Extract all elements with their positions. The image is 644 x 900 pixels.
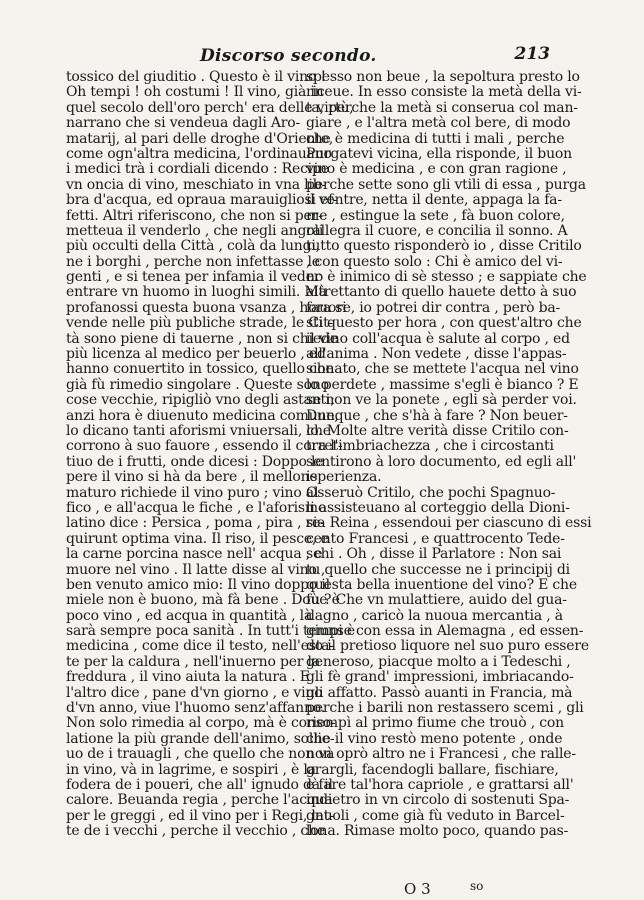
text-line: genti , e si tenea per infamia il veder [66,269,321,286]
text-line: Dunque , che s'hà à fare ? Non beuer- [306,407,568,424]
text-line: che il vino restò meno potente , onde [306,730,563,747]
text-line: te de i vecchi , perche il vecchio , che [66,823,325,840]
text-line: all'anima . Non vedete , disse l'appas- [306,346,567,363]
text-line: metteua il venderlo , che negli angoli [66,222,324,239]
text-line: medicina , come dice il testo, nell'esta- [66,638,334,655]
text-line: latione la più grande dell'animo, sollie- [66,730,335,747]
text-line: sia Reina , essendoui per ciascuno di essi [306,515,592,532]
text-line: sionato, che se mettete l'acqua nel vino [306,361,579,378]
text-line: profanossi questa buona vsanza , hora si [66,299,347,316]
text-line: Non solo rimedia al corpo, mà è conso- [66,715,336,732]
text-line: giare , e l'altra metà col bere, di modo [306,115,571,132]
text-line: ta, perche la metà si conserua col man- [306,99,578,116]
text-line: generoso, piacque molto a i Tedeschi , [306,653,571,670]
text-line: lo perdete , massime s'egli è bianco ? E [306,376,579,393]
text-line: il ventre, netta il dente, appaga la fa- [306,192,562,209]
text-line: fodera de i poueri, che all' ignudo dà il [66,776,333,793]
text-line: giunse con essa in Alemagna , ed essen- [306,623,584,640]
text-line: ne i borghi , perche non infettasse le [66,253,320,270]
page-number: 213 [514,44,550,64]
text-line: quel secolo dell'oro perch' era delle virtù, [66,99,354,116]
text-line: più occulti della Città , colà da lungi, [66,238,320,255]
text-line: uo de i trauagli , che quello che non và [66,746,335,763]
text-line: se non ve la ponete , egli sà perder voi. [306,392,577,409]
right-column [306,69,592,840]
text-line: sarà sempre poca sanità . In tutt'i tempi è [66,623,355,640]
running-title: Discorso secondo. [200,46,377,66]
text-line: rallegra il cuore, e concilia il sonno. A [306,222,568,239]
text-line: matarij, al pari delle droghe d'Oriente, [66,130,334,147]
text-line: isperienza. [306,469,382,486]
text-line: fico , e all'acqua le fiche , e l'aforismo [66,499,327,516]
text-line: lona. Rimase molto poco, quando pas- [306,823,569,840]
catchword: so [470,879,484,893]
text-line: bra d'acqua, ed opraua marauigliosi ef- [66,192,338,209]
text-line: e fare tal'hora capriole , e grattarsi all' [306,776,574,793]
text-line: entrare vn huomo in luoghi simili. Mà [66,284,327,301]
text-line: narrano che si vendeua dagli Aro- [66,115,301,132]
left-column [66,69,355,840]
text-line: già fù rimedio singolare . Queste sono [66,376,329,393]
text-line: li assisteuano al corteggio della Dioni- [306,499,570,516]
text-line: no è inimico di sè stesso ; e sappiate che [306,269,587,286]
text-line: i medici trà i cordiali dicendo : Recipe [66,161,329,178]
text-line: muore nel vino . Il latte disse al vino , [66,561,326,578]
text-line: in vino, và in lagrime, e sospiri , è la [66,761,316,778]
text-line: Purgatevi vicina, ella risponde, il buon [306,145,572,162]
text-line: me , estingue la sete , fà buon colore, [306,207,565,224]
text-line: corrono à suo fauore , essendo il corret- [66,438,343,455]
text-line: tutto questo risponderò io , disse Critilo [306,238,582,255]
text-line: non oprò altro ne i Francesi , che ralle- [306,746,576,763]
text-line: gli fè grand' impressioni, imbriacando- [306,669,574,686]
text-line: cento Francesi , e quattrocento Tede- [306,530,565,547]
text-line: dagno , caricò la nuoua mercantia , à [306,607,563,624]
text-line: più licenza al medico per beuerlo , ed [66,346,326,363]
text-line: l'altro dice , pane d'vn giorno , e vino [66,684,323,701]
text-line: d'vn anno, viue l'huomo senz'affanno. [66,700,326,717]
text-line: hanno conuertito in tossico, quello che [66,361,334,378]
text-line: tra l'imbriachezza , che i circostanti [306,438,554,455]
text-line: sentirono à loro documento, ed egli all' [306,453,577,470]
text-line: perche i barili non restassero scemi , gli [306,700,584,717]
text-line: vino è medicina , e con gran ragione , [306,161,567,178]
text-line: fetti. Altri riferiscono, che non si per- [66,207,323,224]
page-header [120,44,550,72]
text-line: Osseruò Critilo, che pochi Spagnuo- [306,484,556,501]
text-line: Oh tempi ! oh costumi ! Il vino, già in [66,84,324,101]
text-line: freddura , il vino aiuta la natura . E [66,669,310,686]
text-line: che è medicina di tutti i mali , perche [306,130,565,147]
text-line: fauore, io potrei dir contra , però ba- [306,299,561,316]
signature-mark: O 3 [404,880,431,898]
text-line: quirunt optima vina. Il riso, il pesce, e [66,530,329,547]
text-line: miele non è buono, mà fà bene . Doue è [66,592,340,609]
text-line: tiuo de i frutti, onde dicesi : Doppo le [66,453,324,470]
text-line: fù ? Che vn mulattiere, auido del gua- [306,592,567,609]
text-line: gnuoli , come già fù veduto in Barcel- [306,807,565,824]
text-line: riempì al primo fiume che trouò , con [306,715,564,732]
text-line: schi . Oh , disse il Parlatore : Non sai [306,546,562,563]
text-line: te per la caldura , nell'inuerno per la [66,653,320,670]
text-line: la carne porcina nasce nell' acqua , e [66,546,323,563]
text-line: gli affatto. Passò auanti in Francia, mà [306,684,573,701]
text-line: sti questo per hora , con quest'altro che [306,315,582,332]
text-line: poco vino , ed acqua in quantità , là [66,607,313,624]
text-line: maturo richiede il vino puro ; vino al [66,484,319,501]
text-line: pere il vino si hà da bere , il mellone [66,469,318,486]
text-line: latino dice : Persica , poma , pira , re- [66,515,325,532]
text-line: cose vecchie, ripigliò vno degli astanti; [66,392,335,409]
text-line: il vino coll'acqua è salute al corpo , ed [306,330,570,347]
text-line: calore. Beuanda regia , perche l'acqua [66,792,333,809]
text-line: come ogn'altra medicina, l'ordinauano [66,145,332,162]
text-line: anzi hora è diuenuto medicina comune, [66,407,339,424]
text-line: lo. Molte altre verità disse Critilo con- [306,422,569,439]
text-line: riceue. In esso consiste la metà della vi- [306,84,582,101]
text-line: ben venuto amico mio: Il vino doppo il [66,576,330,593]
text-line: questa bella inuentione del vino? E che [306,576,577,593]
text-line: indietro in vn circolo di sostenuti Spa- [306,792,570,809]
text-line: grargli, facendogli ballare, fischiare, [306,761,559,778]
text-line: per le greggi , ed il vino per i Regi, lat- [66,807,334,824]
text-line: do il pretioso liquore nel suo puro essere [306,638,589,655]
text-line: tà sono piene di tauerne , non si chiede [66,330,338,347]
text-line: spesso non beue , la sepoltura presto lo [306,69,580,85]
text-line: tossico del giuditio . Questo è il vino ! [66,69,326,85]
text-line: altrettanto di quello hauete detto à suo [306,284,577,301]
text-line: vende nelle più publiche strade, le Cit- [66,315,334,332]
text-line: , con questo solo : Chi è amico del vi- [306,253,563,270]
text-line: lo dicano tanti aforismi vniuersali, che [66,422,331,439]
text-line: vn oncia di vino, meschiato in vna lib- [66,176,327,193]
text-line: perche sette sono gli vtili di essa , purga [306,176,586,193]
text-line: tu quello che successe ne i principij di [306,561,570,578]
